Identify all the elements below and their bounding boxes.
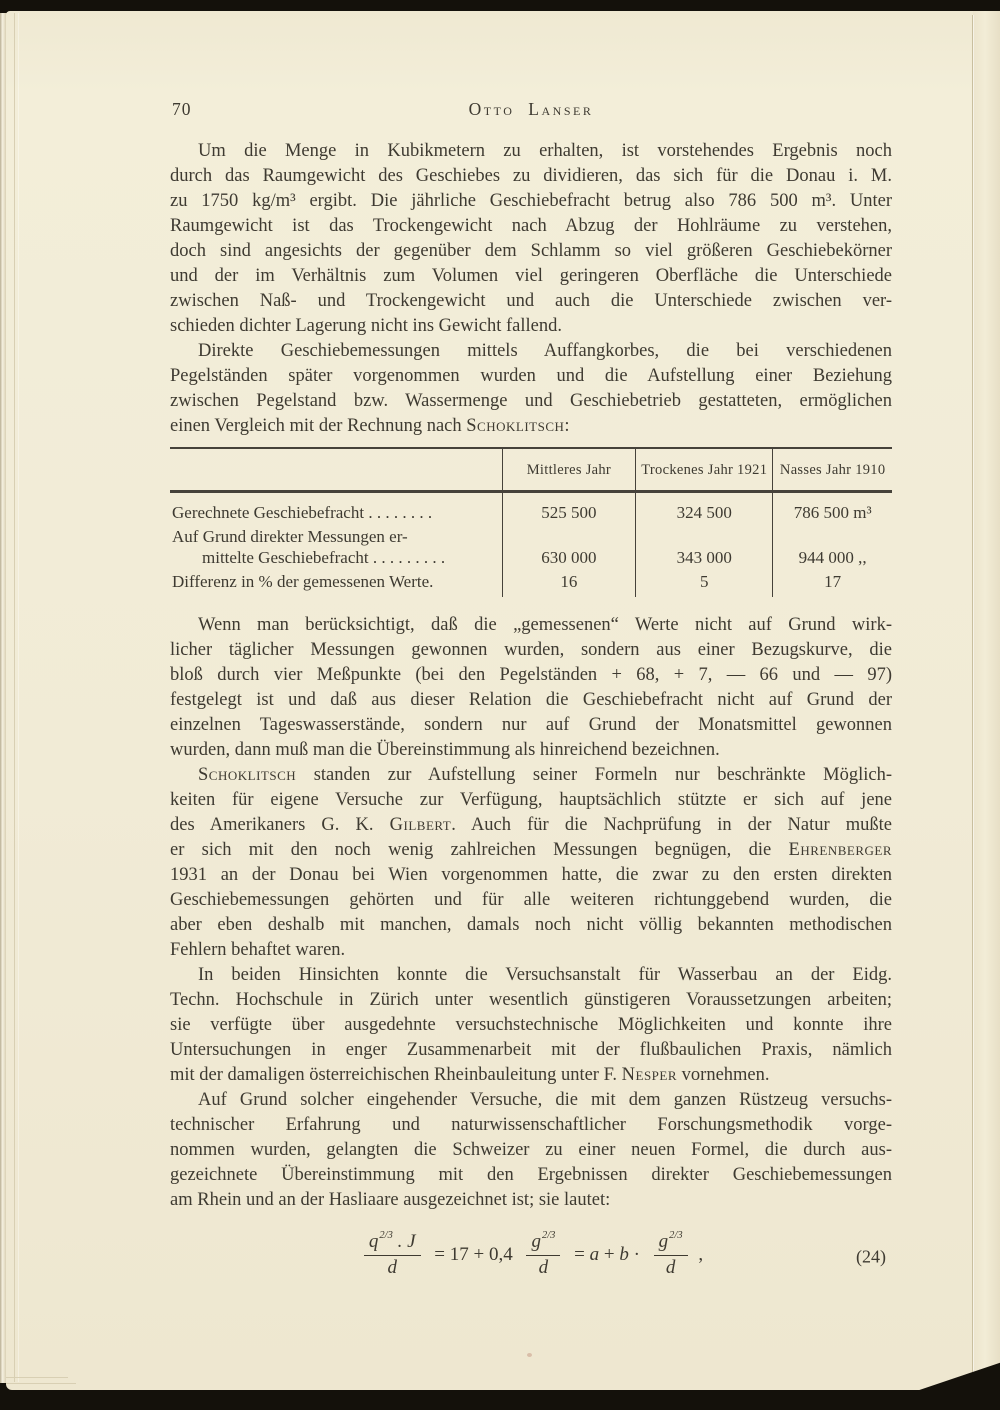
formula-operator: = 17 + 0,4 — [434, 1244, 513, 1265]
page-edge-line — [6, 1383, 76, 1384]
page-edge-line — [14, 13, 15, 1382]
table-body — [170, 492, 892, 598]
text-line: Raumgewicht ist das Trockengewicht nach Abzug der Hohlräume zu verstehen, — [170, 216, 892, 236]
text-line: aber eben deshalb mit manchen, damals noch nicht völlig bekannten methodischen — [170, 915, 892, 935]
page-speck — [527, 1353, 532, 1357]
text-line: des Amerikaners G. K. Gilbert. Auch für die Nachprüfung in der Natur mußte — [170, 815, 892, 835]
text-line: Geschiebemessungen gehörten und für alle weiteren richtunggebend wurden, die — [170, 890, 892, 910]
paragraph-2 — [170, 339, 892, 439]
formula-trailing-comma: , — [698, 1244, 704, 1265]
gutter-crease — [972, 15, 973, 1372]
paragraph-6 — [170, 1088, 892, 1213]
cell-value: 324 500 — [636, 492, 773, 526]
row-label-line: Auf Grund direkter Messungen er- — [172, 527, 408, 546]
page-number: 70 — [172, 99, 192, 119]
text-line: Fehlern behaftet waren. — [170, 940, 346, 960]
equation-number: (24) — [856, 1246, 886, 1267]
text-line: Untersuchungen in enger Zusammenarbeit mit der flußbaulichen Praxis, nämlich — [170, 1040, 892, 1060]
text-line: Auf Grund solcher eingehender Versuche, die mit dem ganzen Rüstzeug versuchs- — [198, 1090, 892, 1110]
paragraph-3 — [170, 613, 892, 763]
paragraph-5 — [170, 963, 892, 1088]
text-line: licher täglicher Messungen gewonnen wurden, sondern aus einer Bezugskurve, die — [170, 640, 892, 660]
fraction-2 — [526, 1231, 560, 1279]
fraction-1 — [364, 1231, 421, 1279]
text-line: Pegelständen später vorgenommen wurden und die Aufstellung einer Beziehung — [170, 366, 892, 386]
table-col-header: Trockenes Jahr 1921 — [636, 448, 773, 492]
cell-value: 17 — [824, 572, 842, 591]
table-header-row — [170, 448, 892, 492]
formula-operator: = a + b · — [574, 1244, 640, 1265]
cell-value: 630 000 — [502, 525, 636, 570]
running-title: Otto Lanser — [468, 99, 594, 119]
row-label: Gerechnete Geschiebefracht . . . . . . . . — [170, 492, 502, 526]
text-line: einen Vergleich mit der Rechnung nach Schoklitsch: — [170, 416, 570, 436]
row-label: Differenz in % der gemessenen Werte. — [170, 570, 502, 597]
table-header — [170, 448, 892, 492]
table-col-header: Nasses Jahr 1910 — [779, 462, 886, 478]
text-line: zwischen Pegelstand bzw. Wassermenge und Geschiebetrieb gestatteten, ermöglichen — [170, 391, 892, 411]
text-line: bloß durch vier Meßpunkte (bei den Pegelständen + 68, + 7, — 66 und — 97) — [170, 665, 892, 685]
cell-value: 944 000 ,, — [798, 548, 867, 567]
table-row — [170, 492, 892, 526]
cell-value: 525 500 — [502, 492, 636, 526]
table-row — [170, 570, 892, 597]
text-line: mit der damaligen österreichischen Rheinbauleitung unter F. Nesper vornehmen. — [170, 1065, 770, 1085]
text-line: durch das Raumgewicht des Geschiebes zu dividieren, das sich für die Donau i. M. — [170, 166, 892, 186]
comparison-table — [170, 447, 892, 597]
text-line: doch sind angesichts der gegenüber dem Schlamm so viel größeren Geschiebekörner — [170, 241, 892, 261]
row-label-line: mittelte Geschiebefracht . . . . . . . . . — [202, 548, 446, 567]
text-line: Techn. Hochschule in Zürich unter wesentlich günstigeren Voraussetzungen arbeiten; — [170, 990, 892, 1010]
table-stub-header — [170, 448, 502, 492]
gutter-strip — [973, 11, 1000, 1390]
text-line: zu 1750 kg/m³ ergibt. Die jährliche Geschiebefracht betrug also 786 500 m³. Unter — [170, 191, 892, 211]
cell-value: 786 500 m³ — [793, 503, 872, 522]
paragraph-4 — [170, 763, 892, 963]
fraction-denominator: d — [538, 1257, 549, 1278]
page-content — [170, 99, 892, 1287]
text-line: am Rhein und an der Hasliaare ausgezeichnet ist; sie lautet: — [170, 1190, 611, 1210]
fraction-numerator: $q^{2/3}$ . J — [364, 1231, 421, 1256]
text-line: 1931 an der Donau bei Wien vorgenommen hatte, die zwar zu den ersten direkten — [170, 865, 892, 885]
text-line: Wenn man berücksichtigt, daß die „gemessenen“ Werte nicht auf Grund wirk- — [198, 615, 892, 635]
table-col-header: Mittleres Jahr — [502, 448, 636, 492]
fraction-denominator: d — [387, 1257, 397, 1278]
text-line: nommen wurden, gelangten die Schweizer zu einer neuen Formel, die durch aus- — [170, 1140, 892, 1160]
cell-value: 5 — [636, 570, 773, 597]
paragraph-1 — [170, 139, 892, 339]
text-line: wurden, dann muß man die Übereinstimmung als hinreichend bezeichnen. — [170, 740, 720, 760]
text-line: er sich mit den noch wenig zahlreichen Messungen begnügen, die Ehrenberger — [170, 840, 892, 860]
page-edge-line — [6, 1377, 68, 1378]
text-line: zwischen Naß- und Trockengewicht und auch die Unterschiede zwischen ver- — [170, 291, 892, 311]
table-row — [170, 525, 892, 570]
text-line: Um die Menge in Kubikmetern zu erhalten, ist vorstehendes Ergebnis noch — [198, 141, 892, 161]
row-label — [170, 525, 502, 570]
scanned-page — [6, 11, 1000, 1390]
text-line: schieden dichter Lagerung nicht ins Gewicht fallend. — [170, 316, 562, 336]
text-line: festgelegt ist und daß aus dieser Relation die Geschiebefracht nicht auf Grund der — [170, 690, 892, 710]
running-header — [170, 99, 892, 125]
fraction-3 — [654, 1231, 688, 1279]
cell-value: 16 — [502, 570, 636, 597]
equation-24 — [170, 1231, 892, 1287]
fraction-numerator: $g^{2/3}$ — [654, 1231, 688, 1256]
fraction-numerator: $g^{2/3}$ — [526, 1231, 560, 1256]
text-line: Direkte Geschiebemessungen mittels Auffangkorbes, die bei verschiedenen — [198, 341, 892, 361]
text-line: keiten für eigene Versuche zur Verfügung, hauptsächlich stützte er sich auf jene — [170, 790, 892, 810]
text-line: technischer Erfahrung und naturwissenschaftlicher Forschungsmethodik vorge- — [170, 1115, 892, 1135]
text-line: und der im Verhältnis zum Volumen viel geringeren Oberfläche die Unterschiede — [170, 266, 892, 286]
text-line: gezeichnete Übereinstimmung mit den Ergebnissen direkter Geschiebemessungen — [170, 1165, 892, 1185]
cell-value: 343 000 — [636, 525, 773, 570]
text-line: In beiden Hinsichten konnte die Versuchsanstalt für Wasserbau an der Eidg. — [198, 965, 892, 985]
text-line: sie verfügte über ausgedehnte versuchstechnische Möglichkeiten und konnte ihre — [170, 1015, 892, 1035]
text-line: einzelnen Tageswasserstände, sondern nur auf Grund der Monatsmittel gewonnen — [170, 715, 892, 735]
fraction-denominator: d — [665, 1257, 676, 1278]
text-line: Schoklitsch standen zur Aufstellung seiner Formeln nur beschränkte Möglich- — [198, 765, 892, 785]
